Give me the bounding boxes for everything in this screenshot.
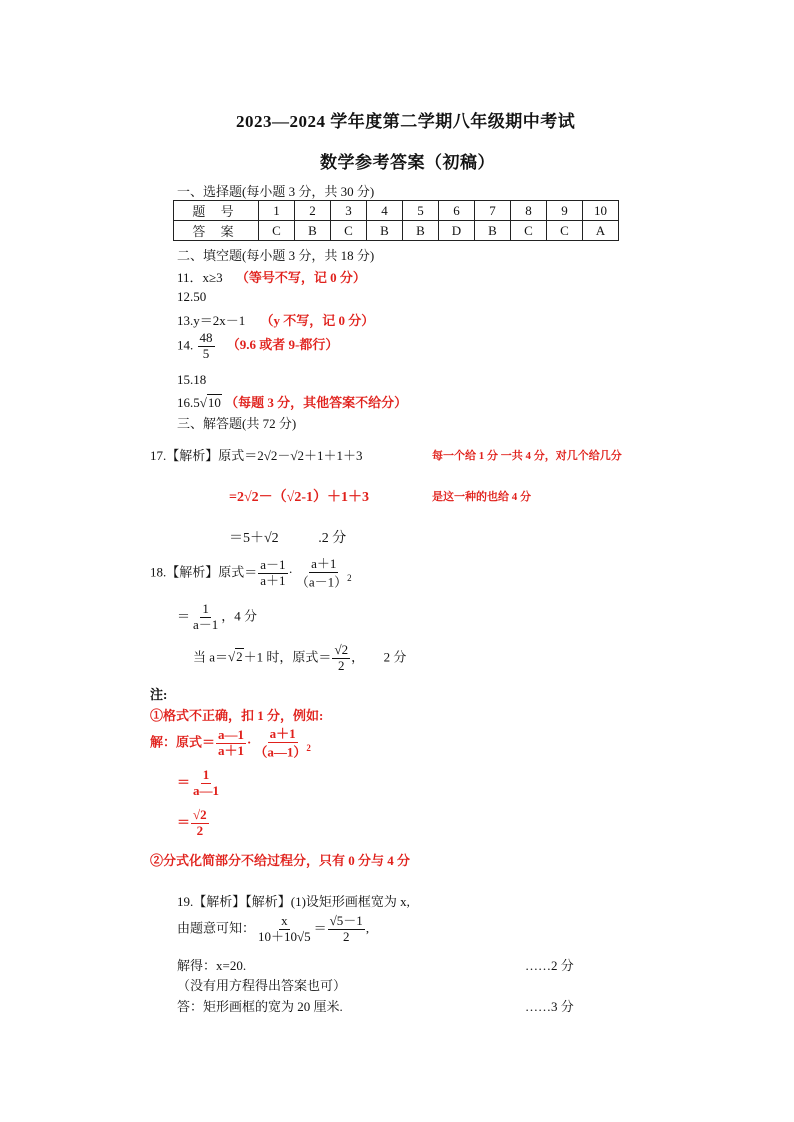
q17-label: 17.【解析】原式＝ (150, 448, 258, 463)
table-cell: 10 (583, 201, 619, 221)
note-fraction1 (216, 728, 246, 759)
q18-frac2-num: a＋1 (311, 556, 337, 571)
note-fraction2 (252, 727, 313, 760)
note-example-label: 解：原式＝ (150, 734, 216, 750)
q19-fraction-lhs (256, 914, 313, 945)
q18-frac2-den-text: （a－1） (295, 574, 348, 590)
q18-line3-prefix: 当 a＝ (193, 649, 229, 665)
q13-text: 13.y＝2x－1 (177, 313, 246, 328)
q19-line2-prefix: 由题意可知： (177, 920, 256, 936)
q14-numerator: 48 (199, 330, 213, 345)
sqrt-symbol: √2 (228, 649, 243, 665)
q18-frac1-den: a＋1 (260, 573, 286, 589)
table-cell: D (439, 221, 475, 241)
table-cell: 7 (475, 201, 511, 221)
q18-line3-den: 2 (338, 657, 345, 673)
table-cell: 9 (547, 201, 583, 221)
page-subtitle: 数学参考答案（初稿） (320, 153, 495, 172)
q11-answer (177, 267, 366, 286)
q14-denominator: 5 (202, 345, 210, 361)
q18-label: 18.【解析】原式＝ (150, 564, 258, 580)
table-cell: B (295, 221, 331, 241)
exponent-2: 2 (306, 742, 311, 753)
q19-rhs-num: √5－1 (329, 913, 363, 928)
exponent-2: 2 (347, 572, 352, 583)
q19-line4: （没有用方程得出答案也可） (177, 978, 347, 993)
note-fraction4 (191, 808, 209, 839)
note-line3-den: 2 (196, 822, 204, 838)
note-frac2-num: a＋1 (269, 726, 296, 741)
note-frac1-num: a—1 (218, 727, 245, 743)
answer-table (173, 200, 619, 241)
q15-answer: 15.18 (177, 372, 207, 387)
q11-note: （等号不写，记 0 分） (235, 270, 366, 285)
q17-expr3: ＝5＋√2 (229, 531, 279, 546)
note-frac2-den-text: （a—1） (254, 744, 307, 760)
note-heading: 注: (150, 687, 168, 702)
q18-line3-mid: ＋1 时，原式＝ (243, 649, 332, 665)
note-frac1-den: a＋1 (218, 743, 245, 759)
page-title: 2023—2024 学年度第二学期八年级期中考试 (236, 112, 576, 131)
sqrt-symbol: √10 (199, 395, 221, 410)
q18-fraction1 (258, 558, 287, 589)
q18-score2: ， 2 分 (351, 649, 407, 665)
q18-fraction2 (294, 557, 354, 590)
q19-rhs-den: 2 (342, 928, 350, 944)
table-cell: 4 (367, 201, 403, 221)
table-header-answer: 答 案 (174, 221, 259, 241)
q17-expr1: 2√2－√2＋1＋1＋3 (257, 448, 363, 463)
q17-line2: =2√2－（√2-1）＋1＋3 (229, 490, 370, 505)
table-cell: 6 (439, 201, 475, 221)
q18-frac1-num: a－1 (260, 557, 286, 573)
q19-lhs-den: 10＋10√5 (258, 928, 311, 944)
q16-prefix: 16.5 (177, 395, 200, 410)
q18-line2: ＝ $\frac{1}{a-1}$ ，4 分 (177, 601, 258, 632)
section-fill-blank-heading: 二、填空题(每小题 3 分，共 18 分) (177, 248, 375, 263)
note-item1: ①格式不正确，扣 1 分，例如: (150, 708, 324, 723)
q12-answer: 12.50 (177, 289, 207, 304)
table-cell: 1 (259, 201, 295, 221)
table-cell: 3 (331, 201, 367, 221)
table-cell: C (547, 221, 583, 241)
q18-line2-num: 1 (202, 601, 209, 616)
section-multiple-choice-heading: 一、选择题(每小题 3 分，共 30 分) (177, 184, 375, 199)
q19-score2: ……3 分 (525, 999, 574, 1014)
q19-line5: 答：矩形画框的宽为 20 厘米. (177, 999, 343, 1014)
q18-line1: 18.【解析】原式＝ $\frac{a-1}{a+1}$ · $\frac{a+1}{(a-1)^2}$ (150, 556, 352, 590)
q14-prefix: 14. (177, 337, 194, 353)
q18-fraction3 (191, 602, 220, 633)
q18-line3-num: √2 (334, 642, 349, 657)
q18-line3 (193, 643, 406, 674)
q18-score1: ，4 分 (221, 608, 258, 624)
q14-note: （9.6 或者 9-都行） (226, 337, 339, 353)
q14-answer (177, 331, 338, 362)
table-cell: C (331, 221, 367, 241)
table-header-number: 题 号 (174, 201, 259, 221)
q17-line1 (150, 445, 363, 464)
note-example-line3: ＝ $\frac{√2}{2}$ (177, 807, 207, 838)
q18-frac2-den (294, 573, 354, 590)
q16-note: （每题 3 分，其他答案不给分） (225, 395, 408, 410)
table-cell: 5 (403, 201, 439, 221)
table-row (174, 221, 619, 241)
q17-note1: 每一个给 1 分 一共 4 分，对几个给几分 (432, 450, 622, 462)
q19-lhs-num: x (281, 913, 288, 928)
q14-fraction (198, 331, 215, 362)
section-solutions-heading: 三、解答题(共 72 分) (177, 416, 297, 431)
q16-answer (177, 392, 407, 411)
table-cell: C (511, 221, 547, 241)
q18-line2-den: a－1 (193, 616, 219, 632)
q13-note: （y 不写，记 0 分） (260, 313, 375, 328)
q19-line2: 由题意可知： $\frac{x}{10+10√5}$ ＝ $\frac{√5-1}{2}$ , (177, 913, 370, 944)
note-example-line2: ＝ $\frac{1}{a—1}$ (177, 767, 220, 798)
q16-radicand: 10 (207, 395, 221, 410)
q19-fraction-rhs (328, 914, 365, 945)
table-cell: 2 (295, 201, 331, 221)
note-item2: ②分式化简部分不给过程分，只有 0 分与 4 分 (150, 853, 411, 868)
q11-text: 11．x≥3 (177, 270, 223, 285)
q13-answer (177, 310, 374, 329)
note-line2-num: 1 (202, 767, 210, 782)
q19-line1: 19.【解析】【解析】(1)设矩形画框宽为 x, (177, 894, 410, 909)
note-fraction3 (191, 768, 221, 799)
q19-score1: ……2 分 (525, 958, 574, 973)
q17-score: .2 分 (318, 531, 347, 546)
table-cell: C (259, 221, 295, 241)
note-line3-num: √2 (193, 807, 207, 822)
note-example-line1: 解：原式＝ $\frac{a—1}{a+1}$ · $\frac{a+1}{(a—1)^2}$ (150, 726, 311, 760)
q17-note2: 是这一种的也给 4 分 (432, 491, 531, 503)
q18-fraction4 (332, 643, 350, 674)
note-line2-den: a—1 (193, 782, 220, 798)
table-cell: B (403, 221, 439, 241)
table-cell: A (583, 221, 619, 241)
q19-line3: 解得：x=20. (177, 958, 247, 973)
table-cell: B (367, 221, 403, 241)
table-cell: 8 (511, 201, 547, 221)
table-cell: B (475, 221, 511, 241)
q17-line3 (229, 527, 346, 547)
note-frac2-den (252, 743, 313, 760)
table-row (174, 201, 619, 221)
